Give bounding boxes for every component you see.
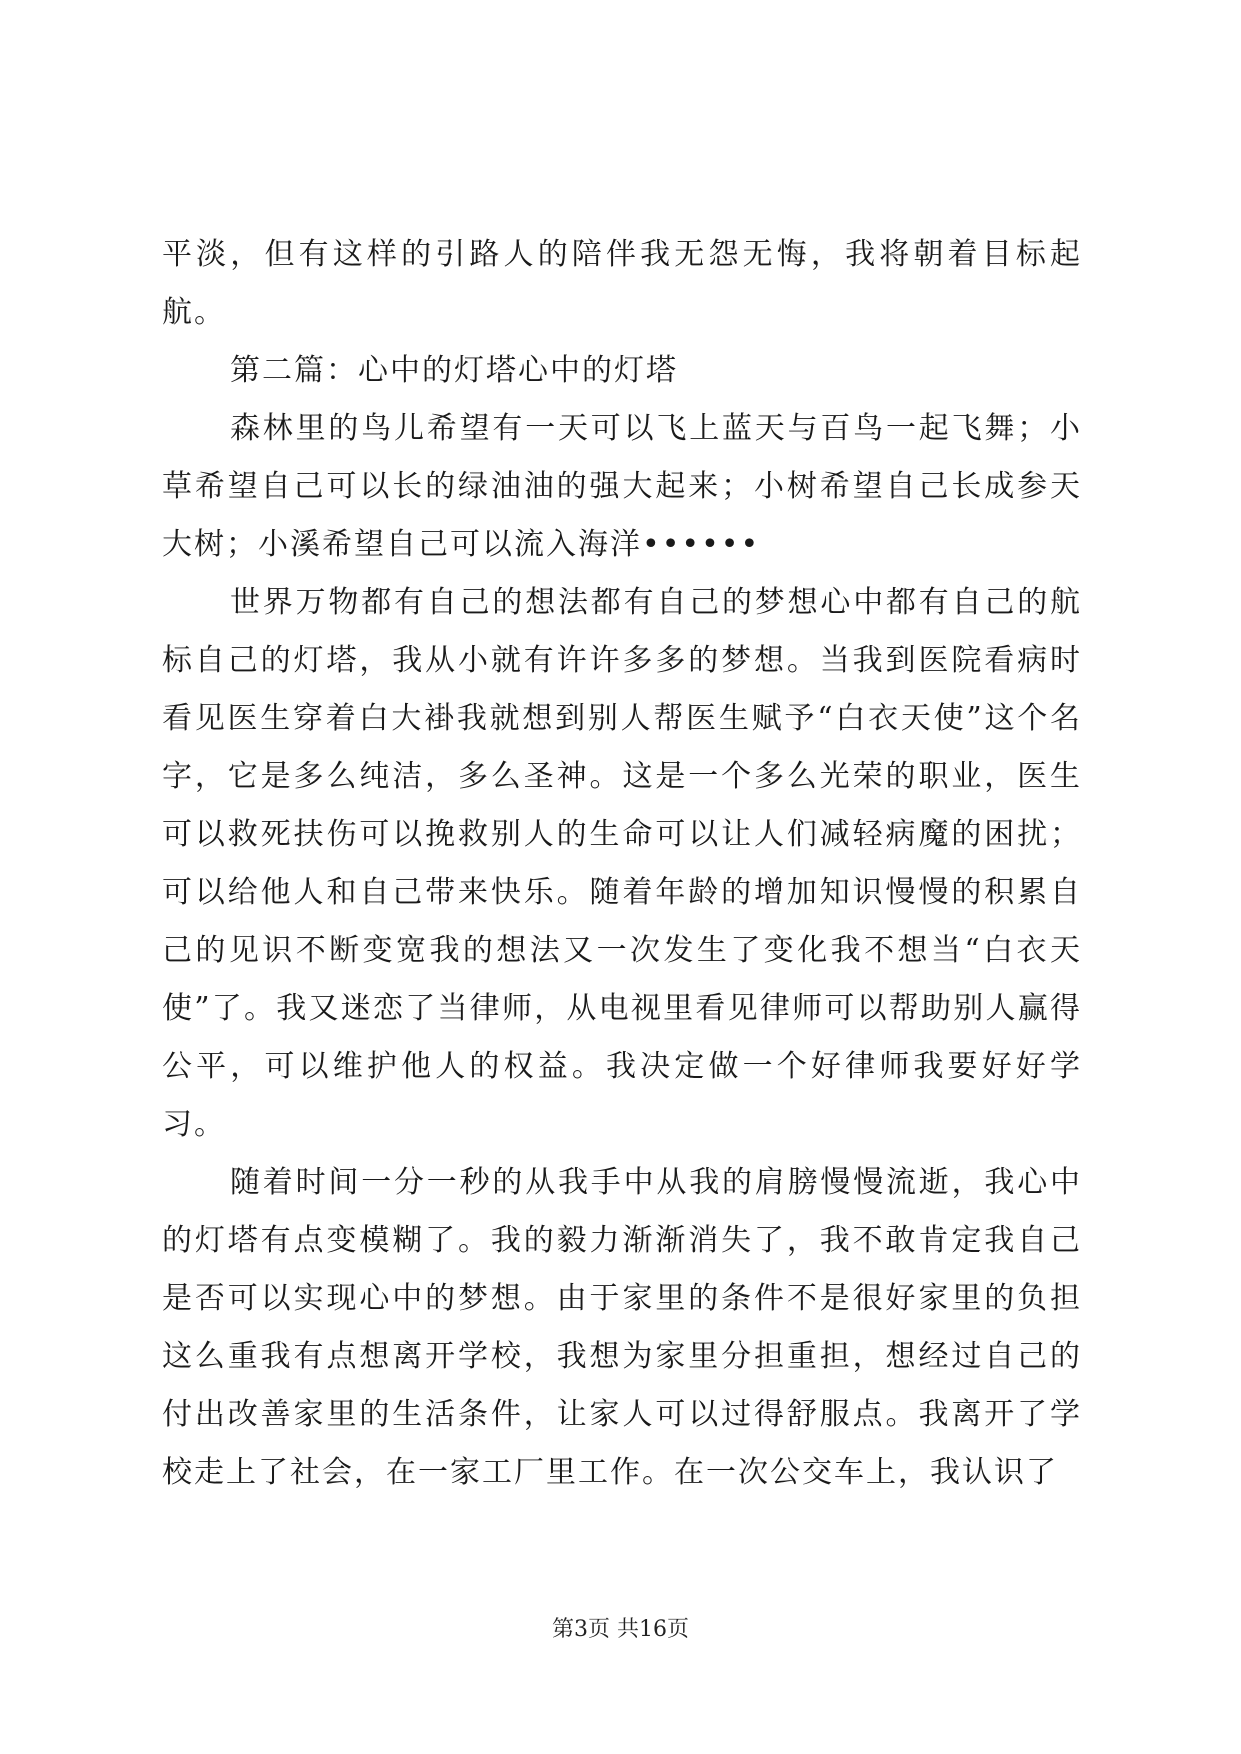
document-body [162,226,1082,1502]
paragraph: 随着时间一分一秒的从我手中从我的肩膀慢慢流逝，我心中的灯塔有点变模糊了。我的毅力渐渐消失了，我不敢肯定我自己是否可以实现心中的梦想。由于家里的条件不是很好家里的负担这么重我有点想离开学校，我想为家里分担重担，想经过自己的付出改善家里的生活条件，让家人可以过得舒服点。我离开了学校走上了社会，在一家工厂里工作。在一次公交车上，我认识了 [162,1165,1082,1490]
paragraph: 世界万物都有自己的想法都有自己的梦想心中都有自己的航标自己的灯塔，我从小就有许许多多的梦想。当我到医院看病时看见医生穿着白大褂我就想到别人帮医生赋予“白衣天使”这个名字，它是多么纯洁，多么圣神。这是一个多么光荣的职业，医生可以救死扶伤可以挽救别人的生命可以让人们减轻病魔的困扰；可以给他人和自己带来快乐。随着年龄的增加知识慢慢的积累自己的见识不断变宽我的想法又一次发生了变化我不想当“白衣天使”了。我又迷恋了当律师，从电视里看见律师可以帮助别人赢得公平，可以维护他人的权益。我决定做一个好律师我要好好学习。 [162,585,1082,1142]
page-number-footer: 第3页 共16页 [552,1617,689,1642]
section-heading: 第二篇：心中的灯塔心中的灯塔 [230,353,678,388]
paragraph: 森林里的鸟儿希望有一天可以飞上蓝天与百鸟一起飞舞；小草希望自己可以长的绿油油的强大起来；小树希望自己长成参天大树；小溪希望自己可以流入海洋•••••• [162,411,1082,562]
paragraph-continuation: 平淡，但有这样的引路人的陪伴我无怨无悔，我将朝着目标起航。 [162,237,1082,330]
